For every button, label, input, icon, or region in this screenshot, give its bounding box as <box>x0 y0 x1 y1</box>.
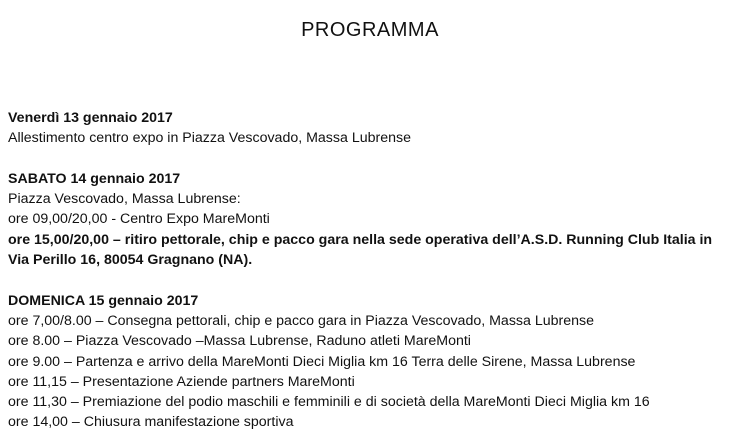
saturday-heading: SABATO 14 gennaio 2017 <box>8 170 181 187</box>
friday-section <box>8 108 738 149</box>
friday-line: Allestimento centro expo in Piazza Vescovado, Massa Lubrense <box>8 130 411 147</box>
sunday-item: ore 9.00 – Partenza e arrivo della MareMonti Dieci Miglia km 16 Terra delle Sirene, Massa Lubrense <box>8 353 636 370</box>
section-spacer <box>8 149 738 169</box>
program-content <box>8 108 738 433</box>
friday-heading: Venerdì 13 gennaio 2017 <box>8 110 173 126</box>
saturday-section <box>8 169 738 270</box>
sunday-section <box>8 291 738 433</box>
saturday-line-3: ore 15,00/20,00 – ritiro pettorale, chip e pacco gara nella sede operativa dell’A.S.D. Running Club Italia in <box>8 231 713 248</box>
sunday-item: ore 7,00/8.00 – Consegna pettorali, chip e pacco gara in Piazza Vescovado, Massa Lubrense <box>8 312 595 329</box>
sunday-item: ore 11,15 – Presentazione Aziende partners MareMonti <box>8 373 355 390</box>
saturday-line-1: Piazza Vescovado, Massa Lubrense: <box>8 191 241 208</box>
sunday-item: ore 8.00 – Piazza Vescovado –Massa Lubrense, Raduno atleti MareMonti <box>8 333 471 350</box>
page-title: PROGRAMMA <box>301 19 439 41</box>
sunday-heading: DOMENICA 15 gennaio 2017 <box>8 292 199 309</box>
saturday-line-2: ore 09,00/20,00 - Centro Expo MareMonti <box>8 211 270 228</box>
sunday-item: ore 14,00 – Chiusura manifestazione sportiva <box>8 414 294 431</box>
section-spacer <box>8 270 738 290</box>
sunday-item: ore 11,30 – Premiazione del podio maschili e femminili e di società della MareMonti Dieci Miglia km 16 <box>8 394 650 411</box>
saturday-line-4: Via Perillo 16, 80054 Gragnano (NA). <box>8 252 253 269</box>
